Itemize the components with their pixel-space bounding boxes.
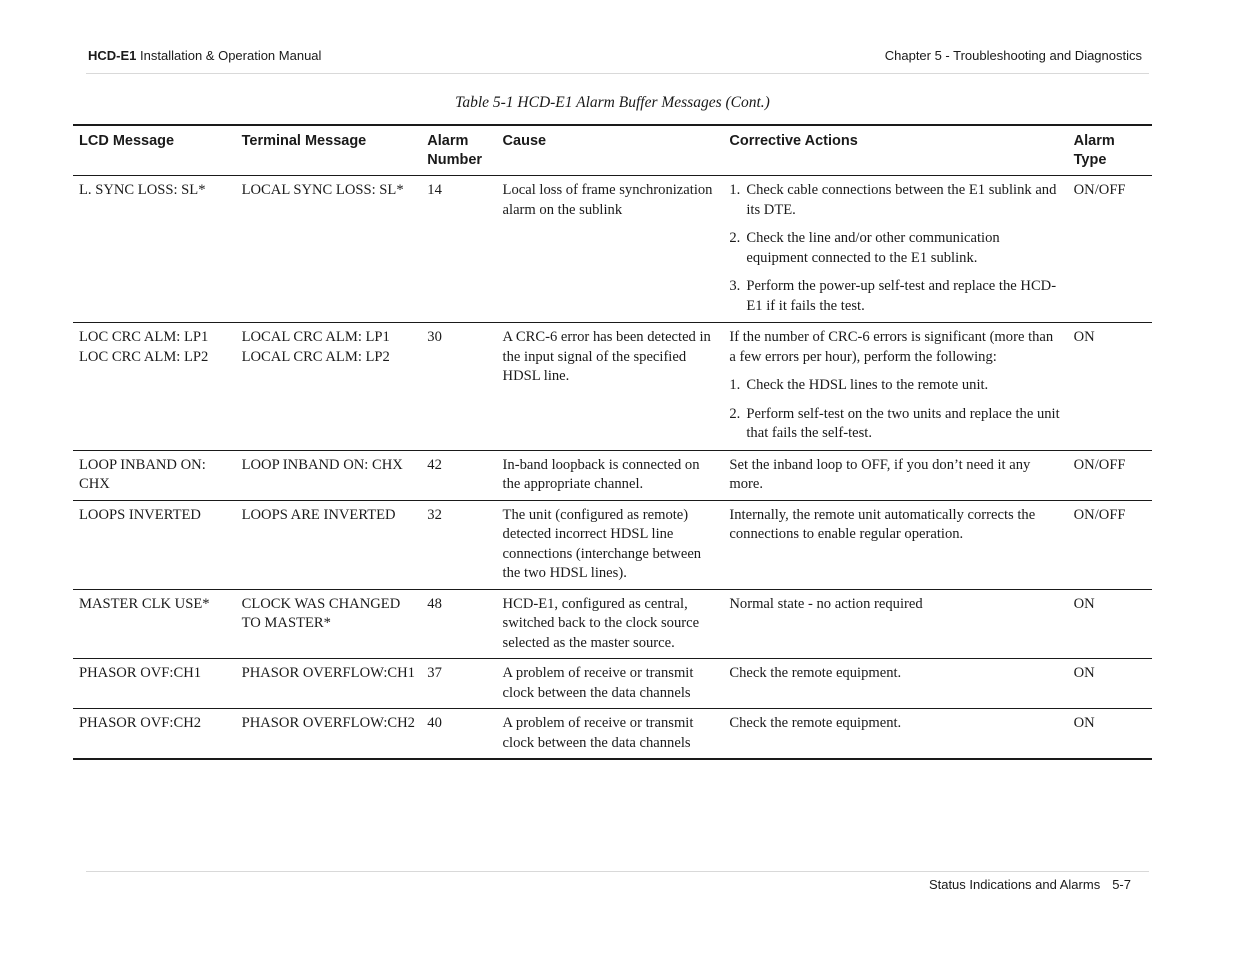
manual-title <box>88 48 321 63</box>
terminal-message-cell: PHASOR OVERFLOW:CH1 <box>236 659 422 709</box>
alarm-buffer-table <box>73 124 1152 760</box>
actions-steps <box>729 181 1061 316</box>
step-text: Check the HDSL lines to the remote unit. <box>746 377 989 393</box>
manual-name: Installation & Operation Manual <box>140 48 322 63</box>
corrective-actions-cell <box>723 176 1067 323</box>
alarm-number-cell: 30 <box>421 323 496 451</box>
col-terminal-message: Terminal Message <box>236 125 422 176</box>
table-row <box>73 500 1152 589</box>
footer-divider <box>86 871 1149 872</box>
step-number: 2. <box>729 405 741 422</box>
col-corrective-actions: Corrective Actions <box>723 125 1067 176</box>
corrective-actions-cell <box>723 659 1067 709</box>
table-caption: Table 5-1 HCD-E1 Alarm Buffer Messages (Cont.) <box>455 94 770 111</box>
terminal-message-cell: LOOPS ARE INVERTED <box>236 500 422 589</box>
terminal-message-cell: CLOCK WAS CHANGED TO MASTER* <box>236 589 422 659</box>
lcd-message-cell: PHASOR OVF:CH2 <box>73 709 236 760</box>
alarm-number-cell: 32 <box>421 500 496 589</box>
table-row <box>73 709 1152 760</box>
col-lcd-message: LCD Message <box>73 125 236 176</box>
step-number: 2. <box>729 230 741 246</box>
action-step <box>729 405 1061 444</box>
table-header-row <box>73 125 1152 176</box>
cause-cell: HCD-E1, configured as central, switched back to the clock source selected as the master source. <box>497 589 724 659</box>
cause-cell: The unit (configured as remote) detected incorrect HDSL line connections (interchange between the two HDSL lines). <box>497 500 724 589</box>
cause-cell: In-band loopback is connected on the appropriate channel. <box>497 450 724 500</box>
step-text: Check cable connections between the E1 sublink and its DTE. <box>746 182 1057 218</box>
cause-cell: A problem of receive or transmit clock between the data channels <box>497 709 724 760</box>
action-step <box>729 277 1061 316</box>
corrective-actions-cell <box>723 500 1067 589</box>
table-row <box>73 450 1152 500</box>
step-text: Perform self-test on the two units and replace the unit that fails the self-test. <box>746 405 1060 441</box>
alarm-type-cell: ON <box>1068 589 1152 659</box>
lcd-message-cell: MASTER CLK USE* <box>73 589 236 659</box>
alarm-number-cell: 37 <box>421 659 496 709</box>
page-number: 5-7 <box>1112 877 1131 892</box>
corrective-actions-cell <box>723 450 1067 500</box>
col-cause: Cause <box>497 125 724 176</box>
alarm-number-cell: 14 <box>421 176 496 323</box>
actions-intro: Internally, the remote unit automatically corrects the connections to enable regular operation. <box>729 506 1036 542</box>
section-title: Status Indications and Alarms <box>928 877 1101 892</box>
actions-intro: If the number of CRC-6 errors is significant (more than a few errors per hour), perform the following: <box>729 329 1054 365</box>
table-row <box>73 176 1152 323</box>
lcd-message-cell: PHASOR OVF:CH1 <box>73 659 236 709</box>
alarm-type-cell: ON/OFF <box>1068 176 1152 323</box>
alarm-type-cell: ON/OFF <box>1068 500 1152 589</box>
table-row <box>73 659 1152 709</box>
lcd-message-cell: L. SYNC LOSS: SL* <box>73 176 236 323</box>
page-header <box>88 48 1142 63</box>
cause-cell: Local loss of frame synchronization alarm on the sublink <box>497 176 724 323</box>
terminal-message-cell: LOCAL CRC ALM: LP1 LOCAL CRC ALM: LP2 <box>236 323 422 451</box>
step-text: Perform the power-up self-test and replace the HCD-E1 if it fails the test. <box>746 278 1057 314</box>
corrective-actions-cell <box>723 589 1067 659</box>
page-footer <box>929 877 1131 892</box>
corrective-actions-cell <box>723 323 1067 451</box>
alarm-number-cell: 42 <box>421 450 496 500</box>
alarm-number-cell: 40 <box>421 709 496 760</box>
alarm-type-cell: ON <box>1068 659 1152 709</box>
terminal-message-cell: PHASOR OVERFLOW:CH2 <box>236 709 422 760</box>
table-body <box>73 176 1152 760</box>
step-number: 3. <box>729 278 741 294</box>
step-number: 1. <box>729 182 741 198</box>
actions-intro: Check the remote equipment. <box>729 665 902 681</box>
step-number: 1. <box>729 377 741 393</box>
actions-steps <box>729 376 1061 444</box>
product-name: HCD-E1 <box>88 48 137 63</box>
cause-cell: A CRC-6 error has been detected in the input signal of the specified HDSL line. <box>497 323 724 451</box>
actions-intro: Normal state - no action required <box>729 595 923 612</box>
alarm-number-cell: 48 <box>421 589 496 659</box>
lcd-message-cell: LOC CRC ALM: LP1 LOC CRC ALM: LP2 <box>73 323 236 451</box>
header-divider <box>86 73 1149 74</box>
alarm-type-cell: ON <box>1068 709 1152 760</box>
action-step <box>729 229 1061 268</box>
col-alarm-type: Alarm Type <box>1068 125 1152 176</box>
alarm-type-cell: ON/OFF <box>1068 450 1152 500</box>
actions-intro: Set the inband loop to OFF, if you don’t need it any more. <box>729 456 1031 492</box>
table-row <box>73 589 1152 659</box>
col-alarm-number: Alarm Number <box>421 125 496 176</box>
lcd-message-cell: LOOPS INVERTED <box>73 500 236 589</box>
table-row <box>73 323 1152 451</box>
alarm-type-cell: ON <box>1068 323 1152 451</box>
action-step <box>729 181 1061 220</box>
cause-cell: A problem of receive or transmit clock between the data channels <box>497 659 724 709</box>
lcd-message-cell: LOOP INBAND ON: CHX <box>73 450 236 500</box>
corrective-actions-cell <box>723 709 1067 760</box>
terminal-message-cell: LOCAL SYNC LOSS: SL* <box>236 176 422 323</box>
terminal-message-cell: LOOP INBAND ON: CHX <box>236 450 422 500</box>
step-text: Check the line and/or other communication equipment connected to the E1 sublink. <box>746 230 1000 266</box>
action-step <box>729 376 1061 396</box>
actions-intro: Check the remote equipment. <box>729 715 902 731</box>
chapter-title: Chapter 5 - Troubleshooting and Diagnostics <box>884 48 1142 63</box>
